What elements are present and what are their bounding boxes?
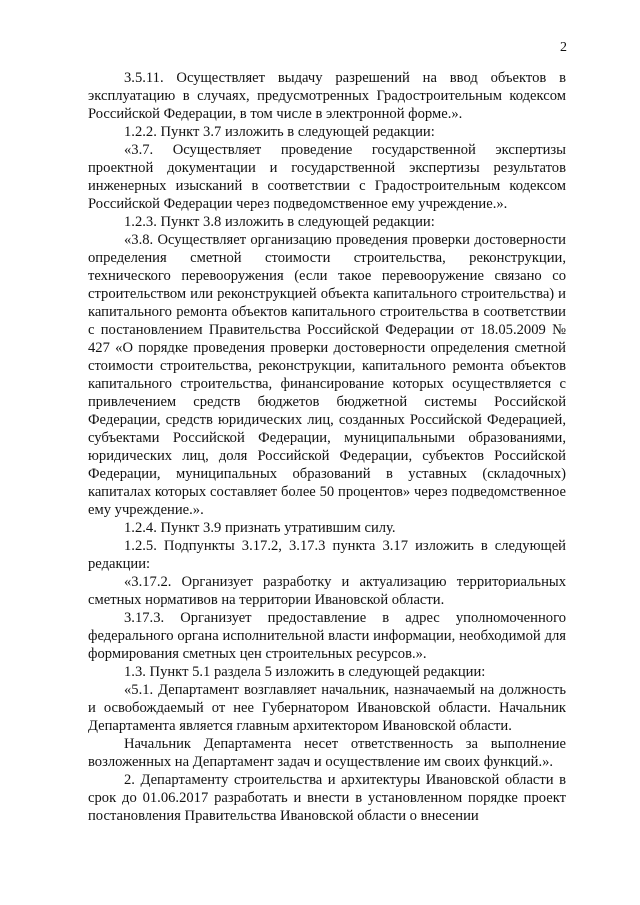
paragraph-1-2-4: 1.2.4. Пункт 3.9 признать утратившим силу.: [124, 520, 396, 536]
paragraph-1-2-5: 1.2.5. Подпункты 3.17.2, 3.17.3 пункта 3.17 изложить в следующей редакции:: [88, 538, 566, 572]
paragraph-1-2-3: 1.2.3. Пункт 3.8 изложить в следующей редакции:: [124, 214, 435, 230]
page-number: 2: [560, 40, 567, 55]
paragraph-3-17-2: «3.17.2. Организует разработку и актуализацию территориальных сметных нормативов на территории Ивановской области.: [88, 574, 566, 608]
paragraph-2: 2. Департаменту строительства и архитектуры Ивановской области в срок до 01.06.2017 разработать и внести в установленном порядке проект постановления Правительства Ивановской области о внесении: [88, 772, 566, 824]
paragraph-3-5-11: 3.5.11. Осуществляет выдачу разрешений на ввод объектов в эксплуатацию в случаях, предусмотренных Градостроительным кодексом Российской Федерации, в том числе в электронной форме.».: [88, 70, 566, 122]
paragraph-3-8: «3.8. Осуществляет организацию проведения проверки достоверности определения сметной стоимости строительства, реконструкции, технического перевооружения (если такое перевооружение связано со строительством или реконструкцией объекта капитального строительства) и капитального ремонта объектов капитального строительства в соответствии с постановлением Правительства Российской Федерации от 18.05.2009 № 427 «О порядке проведения проверки достоверности определения сметной стоимости строительства, реконструкции, капитального ремонта объектов капитального строительства, финансирование которых осуществляется с привлечением средств бюджетов бюджетной системы Российской Федерации, средств юридических лиц, созданных Российской Федерацией, субъектами Российской Федерации, муниципальными образованиями, юридических лиц, доля Российской Федерации, субъектов Российской Федерации, муниципальных образований в уставных (складочных) капиталах которых составляет более 50 процентов» через подведомственное ему учреждение.».: [88, 232, 566, 518]
document-body: [88, 69, 566, 825]
paragraph-head-responsibility: Начальник Департамента несет ответственность за выполнение возложенных на Департамент задач и осуществление им своих функций.».: [88, 736, 566, 770]
paragraph-3-17-3: 3.17.3. Организует предоставление в адрес уполномоченного федерального органа исполнительной власти информации, необходимой для формирования сметных цен строительных ресурсов.».: [88, 610, 566, 662]
paragraph-3-7: «3.7. Осуществляет проведение государственной экспертизы проектной документации и государственной экспертизы результатов инженерных изысканий в соответствии с Градостроительным кодексом Российской Федерации через подведомственное ему учреждение.».: [88, 142, 566, 212]
paragraph-5-1: «5.1. Департамент возглавляет начальник, назначаемый на должность и освобождаемый от нее Губернатором Ивановской области. Начальник Департамента является главным архитектором Ивановской области.: [88, 682, 566, 734]
paragraph-1-2-2: 1.2.2. Пункт 3.7 изложить в следующей редакции:: [124, 124, 435, 140]
paragraph-1-3: 1.3. Пункт 5.1 раздела 5 изложить в следующей редакции:: [124, 664, 486, 680]
